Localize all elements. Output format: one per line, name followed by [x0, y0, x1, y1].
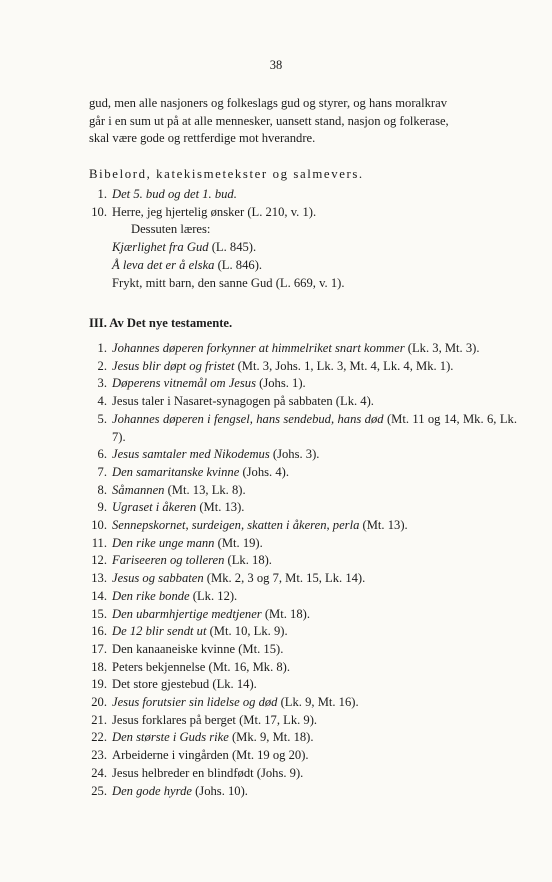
- part-heading: III. Av Det nye testamente.: [89, 316, 233, 330]
- item-number: 9.: [97, 500, 107, 515]
- item-title: Den største i Guds rike: [112, 730, 229, 745]
- item-text: [112, 464, 517, 482]
- item-reference: (Mt. 10, Lk. 9).: [206, 624, 288, 639]
- item-title: Jesus forutsier sin lidelse og død: [112, 695, 278, 710]
- item-text: [112, 552, 517, 570]
- list-item: [89, 659, 517, 677]
- list-item: [89, 623, 517, 641]
- item-text: [112, 358, 517, 376]
- intro-paragraph: [89, 95, 517, 148]
- list-item: [89, 783, 517, 801]
- list-item: [89, 482, 517, 500]
- item-title: Johannes døperen forkynner at himmelriket snart kommer: [112, 341, 405, 355]
- item-reference: (Mt. 19).: [214, 535, 263, 550]
- item-title: Johannes døperen i fengsel, hans sendebud, hans død: [112, 411, 384, 426]
- item-reference: Det store gjestebud (Lk. 14).: [112, 677, 257, 692]
- item-text: [112, 729, 517, 747]
- list-item: [89, 552, 517, 570]
- sub-item-text: Frykt, mitt barn, den sanne Gud (L. 669, v. 1).: [112, 275, 345, 290]
- item-title: Den samaritanske kvinne: [112, 464, 240, 479]
- item-title: Den ubarmhjertige medtjener: [112, 606, 262, 621]
- list-item: [89, 464, 517, 482]
- item-text: [112, 340, 517, 358]
- item-title: Jesus og sabbaten: [112, 571, 204, 586]
- sub-item-title: Å leva det er å elska: [112, 257, 215, 272]
- item-title: Såmannen: [112, 482, 165, 497]
- sub-item-ref: (L. 846).: [214, 257, 263, 272]
- list-item: [89, 676, 517, 694]
- item-text: [112, 712, 517, 730]
- item-title: Den rike bonde: [112, 588, 190, 603]
- item-number: 17.: [91, 641, 107, 656]
- bibelord-list: [89, 186, 517, 292]
- page-number: 38: [269, 58, 283, 72]
- item-text: [112, 482, 517, 500]
- list-item: [89, 747, 517, 765]
- item-reference: Jesus taler i Nasaret-synagogen på sabbaten (Lk. 4).: [112, 394, 374, 409]
- list-item: [89, 358, 517, 376]
- item-number: 7.: [97, 464, 107, 479]
- item-reference: Peters bekjennelse (Mt. 16, Mk. 8).: [112, 659, 291, 674]
- item-text: [112, 765, 517, 783]
- item-number: 2.: [97, 358, 107, 373]
- item-text: [112, 676, 517, 694]
- item-number: 5.: [97, 411, 107, 426]
- list-item: [89, 535, 517, 553]
- list-item: [89, 204, 517, 222]
- item-reference: (Johs. 4).: [239, 464, 289, 479]
- sub-item-ref: (L. 845).: [208, 240, 257, 255]
- item-number: 21.: [91, 712, 107, 727]
- item-reference: (Lk. 3, Mt. 3).: [404, 341, 480, 355]
- item-number: 10.: [91, 204, 107, 219]
- item-number: 19.: [91, 677, 107, 692]
- item-text: [112, 783, 517, 801]
- list-item: [89, 411, 517, 446]
- item-text: [112, 641, 517, 659]
- item-reference: (Lk. 18).: [224, 553, 272, 568]
- item-number: 12.: [91, 553, 107, 568]
- list-item: [89, 765, 517, 783]
- item-number: 10.: [91, 518, 107, 533]
- intro-line: skal være gode og rettferdige mot hverandre.: [89, 131, 316, 145]
- item-reference: (Johs. 1).: [255, 376, 306, 391]
- item-text: [112, 499, 517, 517]
- item-title: Jesus samtaler med Nikodemus: [112, 447, 270, 462]
- item-text: [112, 375, 517, 393]
- item-number: 6.: [97, 447, 107, 462]
- item-number: 11.: [91, 535, 107, 550]
- item-number: 20.: [91, 695, 107, 710]
- item-reference: (Lk. 9, Mt. 16).: [277, 695, 359, 710]
- item-text: [112, 186, 517, 204]
- item-text: [112, 446, 517, 464]
- item-number: 8.: [97, 482, 107, 497]
- item-title: Jesus blir døpt og fristet: [112, 358, 235, 373]
- section-heading: Bibelord, katekismetekster og salmevers.: [89, 167, 364, 181]
- intro-line: går i en sum ut på at alle mennesker, uansett stand, nasjon og folkerase,: [89, 113, 449, 128]
- item-title: Sennepskornet, surdeigen, skatten i åkeren, perla: [112, 518, 360, 533]
- list-item: [89, 517, 517, 535]
- item-text: [112, 659, 517, 677]
- item-number: 4.: [97, 394, 107, 409]
- list-item: [89, 186, 517, 204]
- item-number: 1.: [97, 341, 107, 355]
- list-item: [89, 375, 517, 393]
- item-text: [112, 588, 517, 606]
- item-reference: Den kanaaneiske kvinne (Mt. 15).: [112, 641, 284, 656]
- sub-item-title: Kjærlighet fra Gud: [112, 240, 209, 255]
- item-title: Døperens vitnemål om Jesus: [112, 376, 256, 391]
- item-reference: (Johs. 10).: [191, 783, 248, 798]
- item-text: [112, 606, 517, 624]
- list-item: [89, 712, 517, 730]
- item-reference: (Mt. 3, Johs. 1, Lk. 3, Mt. 4, Lk. 4, Mk. 1).: [234, 358, 454, 373]
- item-text: [112, 517, 517, 535]
- list-item: [89, 606, 517, 624]
- list-item: [89, 729, 517, 747]
- item-number: 23.: [91, 748, 107, 763]
- item-number: 15.: [91, 606, 107, 621]
- item-text: [112, 694, 517, 712]
- item-text: [112, 747, 517, 765]
- item-title: Den rike unge mann: [112, 535, 215, 550]
- item-number: 13.: [91, 571, 107, 586]
- list-item: [89, 340, 517, 358]
- item-title: Den gode hyrde: [112, 783, 192, 798]
- list-item: [89, 641, 517, 659]
- list-item: [89, 393, 517, 411]
- item-reference: (Mt. 11 og 14, Mk. 6, Lk. 7).: [112, 411, 517, 444]
- item-reference: (Mk. 9, Mt. 18).: [228, 730, 314, 745]
- intro-line: gud, men alle nasjoners og folkeslags gud og styrer, og hans moralkrav: [89, 96, 447, 110]
- list-item: [89, 588, 517, 606]
- item-reference: Jesus helbreder en blindfødt (Johs. 9).: [112, 765, 304, 780]
- item-reference: (Mt. 18).: [261, 606, 310, 621]
- list-item: [89, 570, 517, 588]
- item-title: Fariseeren og tolleren: [112, 553, 225, 568]
- item-text: [112, 393, 517, 411]
- item-number: 22.: [91, 730, 107, 745]
- item-title: Ugraset i åkeren: [112, 500, 197, 515]
- nye-testamente-list: [89, 340, 517, 800]
- sub-item: [89, 257, 517, 275]
- item-reference: (Mt. 13).: [196, 500, 245, 515]
- item-reference: (Mt. 13, Lk. 8).: [164, 482, 246, 497]
- item-number: 16.: [91, 624, 107, 639]
- item-text: [112, 623, 517, 641]
- sub-item: [89, 275, 517, 293]
- item-text: [112, 570, 517, 588]
- item-reference: Jesus forklares på berget (Mt. 17, Lk. 9).: [112, 712, 318, 727]
- list-item: [89, 694, 517, 712]
- item-number: 18.: [91, 659, 107, 674]
- item-text: Herre, jeg hjertelig ønsker (L. 210, v. 1).: [112, 204, 317, 219]
- dessuten-label: Dessuten læres:: [131, 222, 211, 237]
- item-text: [112, 535, 517, 553]
- item-reference: (Johs. 3).: [269, 447, 320, 462]
- item-reference: (Mk. 2, 3 og 7, Mt. 15, Lk. 14).: [203, 571, 366, 586]
- item-reference: (Lk. 12).: [189, 588, 238, 603]
- list-item: [89, 499, 517, 517]
- item-title: De 12 blir sendt ut: [112, 624, 207, 639]
- item-title: Det 5. bud og det 1. bud.: [112, 187, 237, 201]
- item-number: 1.: [97, 187, 107, 201]
- sub-item: [89, 239, 517, 257]
- item-number: 14.: [91, 588, 107, 603]
- item-number: 25.: [91, 783, 107, 798]
- list-item: [89, 446, 517, 464]
- item-reference: (Mt. 13).: [359, 518, 408, 533]
- item-number: 24.: [91, 765, 107, 780]
- item-reference: Arbeiderne i vingården (Mt. 19 og 20).: [112, 748, 309, 763]
- item-number: 3.: [97, 376, 107, 391]
- item-text: [112, 411, 517, 446]
